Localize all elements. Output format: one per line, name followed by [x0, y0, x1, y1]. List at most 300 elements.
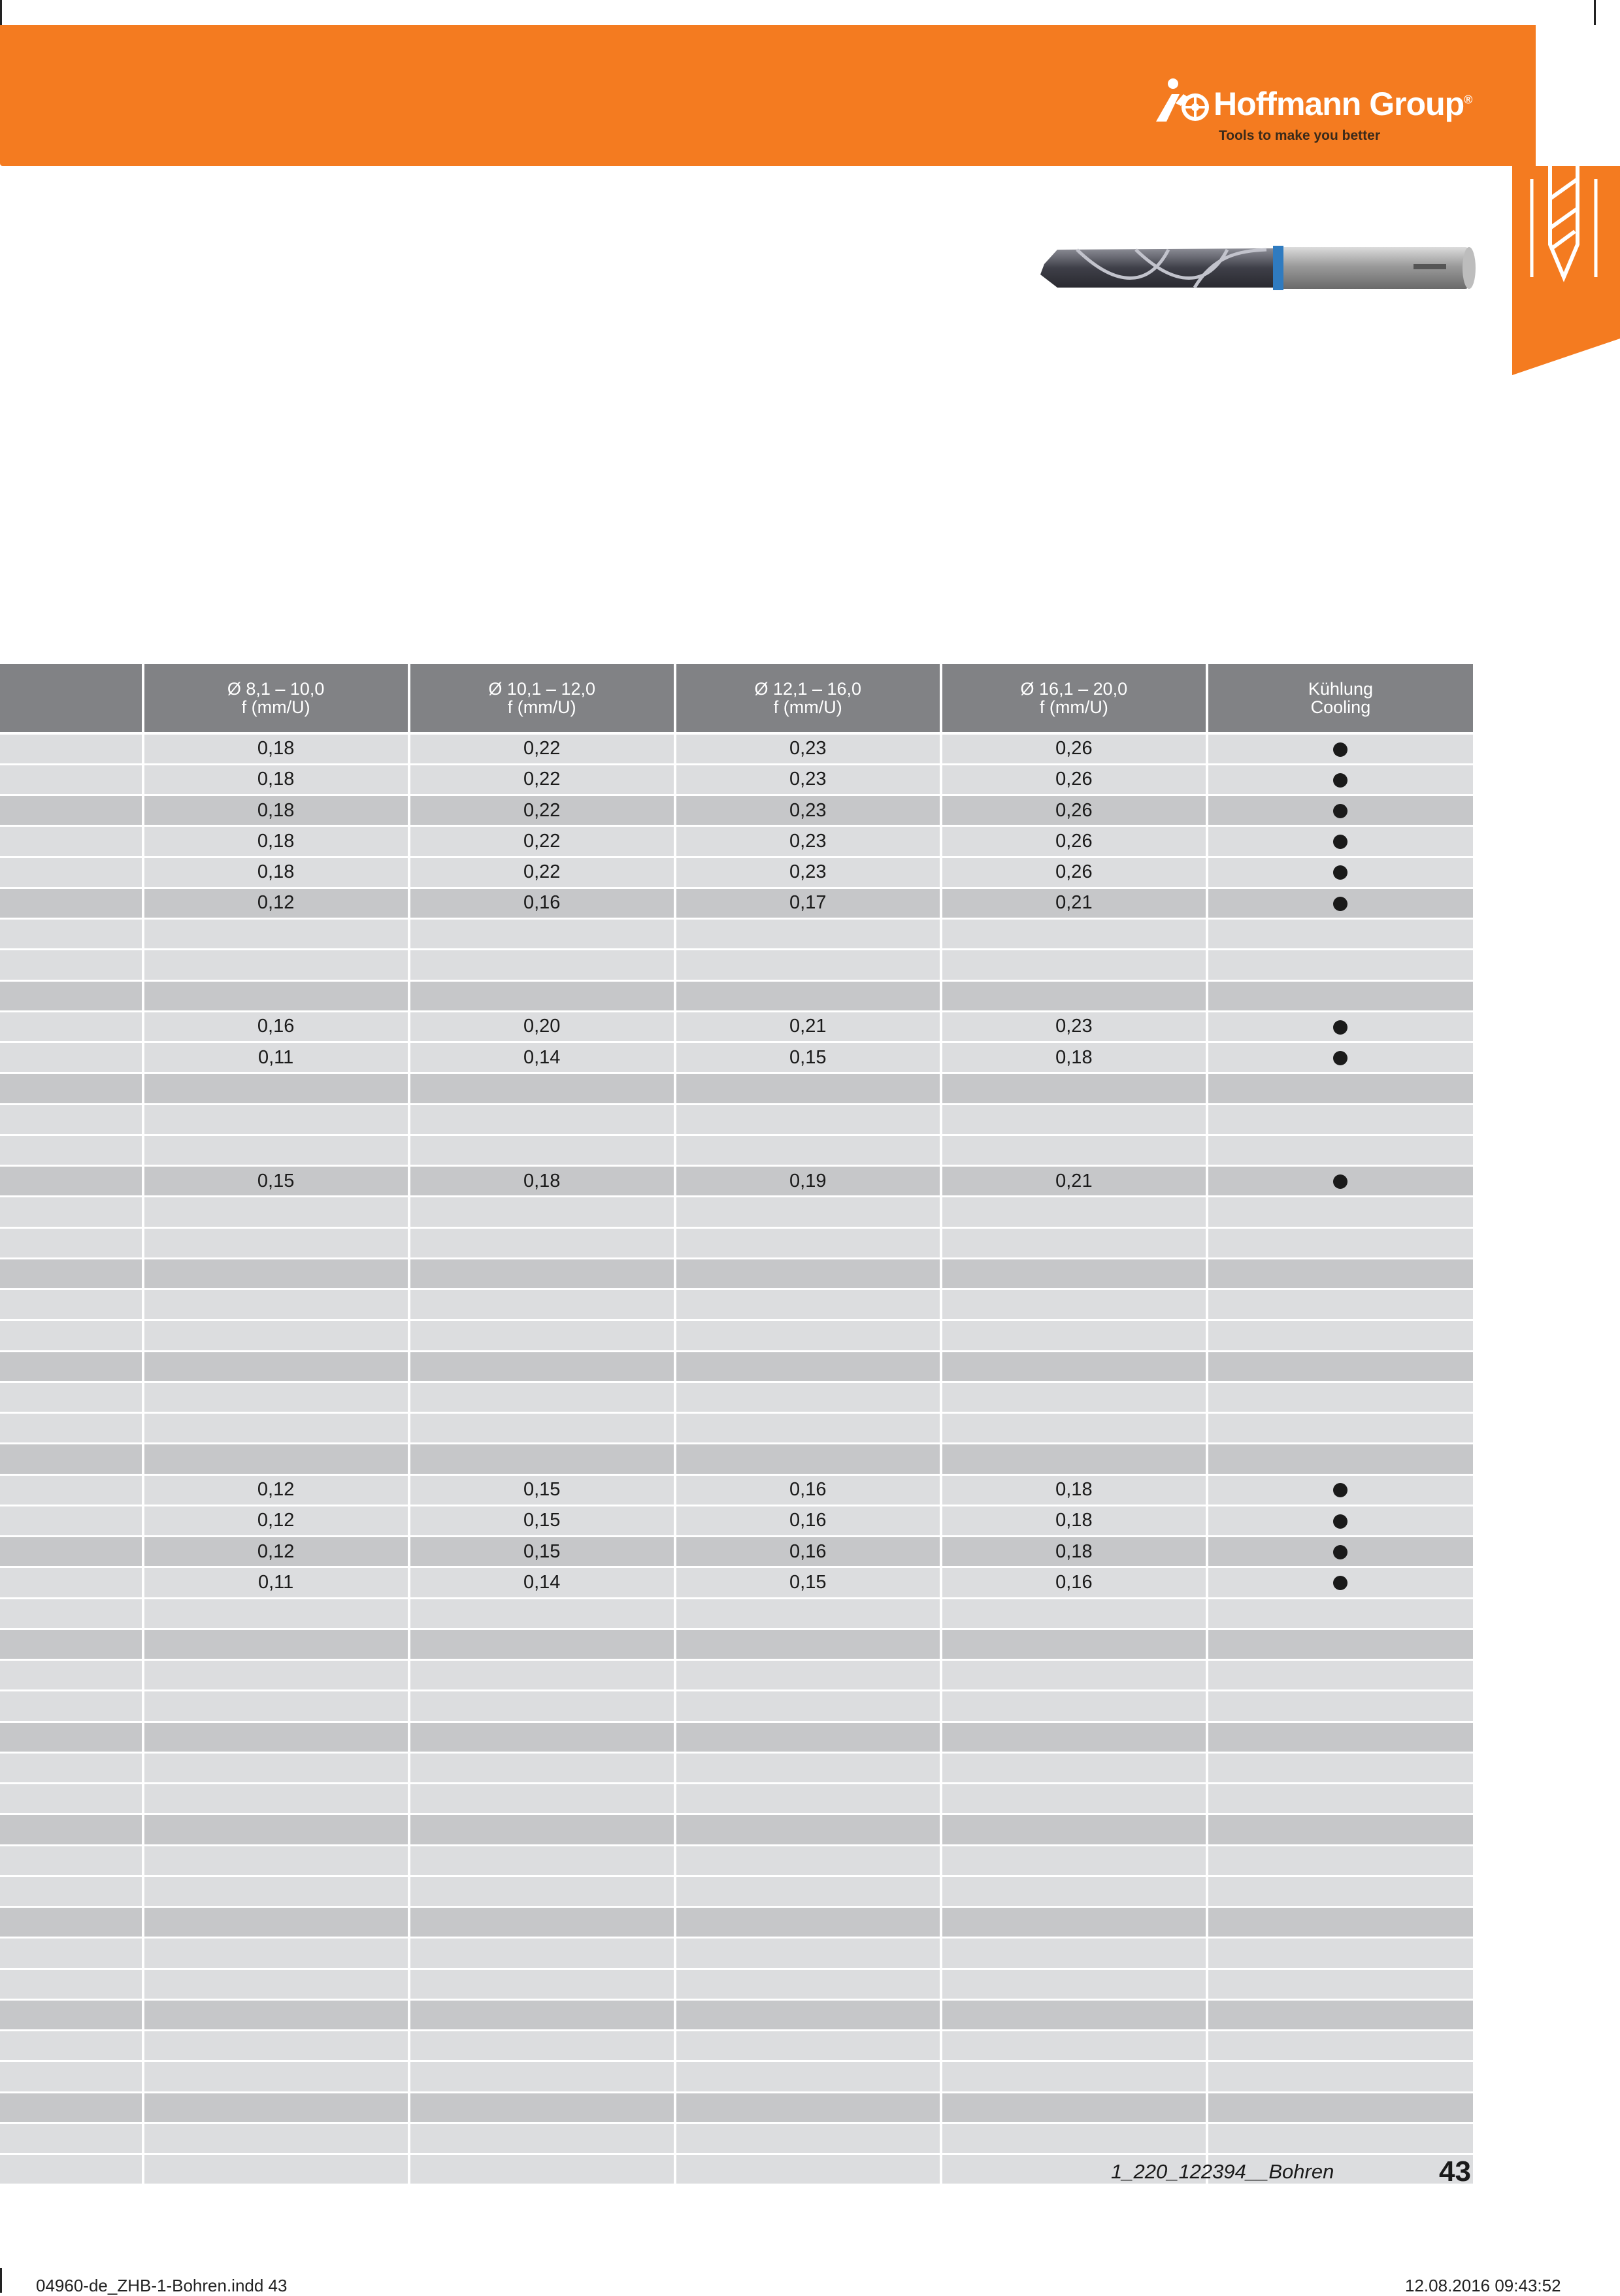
table-row [0, 1166, 1473, 1197]
cutting-data-table [0, 664, 1473, 2186]
cooling-dot-icon [1333, 1576, 1347, 1590]
cooling-dot-icon [1333, 865, 1347, 880]
table-row [0, 1011, 1473, 1042]
feed-rate-cell [409, 1629, 675, 1659]
feed-rate-cell: 0,26 [941, 857, 1207, 888]
feed-rate-cell [143, 1660, 409, 1691]
header-material [0, 664, 143, 733]
material-cell [0, 1011, 143, 1042]
feed-rate-cell [941, 1382, 1207, 1412]
header-cooling: Kühlung Cooling [1207, 664, 1473, 733]
feed-rate-cell [941, 1876, 1207, 1906]
feed-rate-cell: 0,21 [675, 1011, 941, 1042]
material-cell [0, 1814, 143, 1845]
table-row [0, 1444, 1473, 1474]
cooling-cell [1207, 733, 1473, 764]
table-row [0, 1876, 1473, 1906]
feed-rate-cell [675, 1227, 941, 1258]
feed-rate-cell [143, 1907, 409, 1938]
feed-rate-cell: 0,21 [941, 888, 1207, 918]
table-row [0, 1505, 1473, 1536]
feed-rate-cell [941, 950, 1207, 980]
feed-rate-cell [675, 1104, 941, 1135]
table-row [0, 1691, 1473, 1722]
table-row [0, 1567, 1473, 1598]
cooling-dot-icon [1333, 1174, 1347, 1189]
cooling-cell [1207, 1598, 1473, 1629]
feed-rate-cell: 0,15 [409, 1505, 675, 1536]
feed-rate-cell [143, 1999, 409, 2030]
cooling-cell [1207, 1073, 1473, 1104]
feed-rate-cell [409, 1413, 675, 1444]
feed-rate-cell [409, 2061, 675, 2092]
feed-rate-cell [409, 1382, 675, 1412]
cooling-cell [1207, 1567, 1473, 1598]
table-row [0, 1814, 1473, 1845]
cooling-cell [1207, 1969, 1473, 1999]
feed-rate-cell [675, 1444, 941, 1474]
cooling-cell [1207, 919, 1473, 950]
feed-rate-cell [409, 1289, 675, 1320]
feed-rate-cell: 0,26 [941, 826, 1207, 857]
feed-rate-cell [675, 1629, 941, 1659]
table-row [0, 888, 1473, 918]
feed-rate-cell [675, 1351, 941, 1382]
material-cell [0, 888, 143, 918]
material-cell [0, 733, 143, 764]
cooling-cell [1207, 1135, 1473, 1165]
feed-rate-cell [143, 1876, 409, 1906]
feed-rate-cell [143, 1104, 409, 1135]
brand-tagline: Tools to make you better [1219, 128, 1380, 143]
feed-rate-cell [941, 1969, 1207, 1999]
table-row [0, 1722, 1473, 1752]
table-row [0, 1969, 1473, 1999]
feed-rate-cell: 0,12 [143, 1474, 409, 1505]
feed-rate-cell [675, 1320, 941, 1351]
feed-rate-cell [143, 1845, 409, 1876]
cooling-dot-icon [1333, 835, 1347, 849]
table-row [0, 1537, 1473, 1567]
material-cell [0, 764, 143, 795]
feed-rate-cell [143, 1691, 409, 1722]
cooling-dot-icon [1333, 742, 1347, 757]
material-cell [0, 1722, 143, 1752]
feed-rate-cell [675, 980, 941, 1011]
feed-rate-cell [941, 1999, 1207, 2030]
feed-rate-cell: 0,26 [941, 733, 1207, 764]
feed-rate-cell [409, 1784, 675, 1814]
cooling-cell [1207, 980, 1473, 1011]
material-cell [0, 2031, 143, 2061]
feed-rate-cell [941, 980, 1207, 1011]
hoffmann-figure-icon [1153, 77, 1214, 123]
table-row [0, 1845, 1473, 1876]
cooling-dot-icon [1333, 1545, 1347, 1559]
print-slug-timestamp: 12.08.2016 09:43:52 [1405, 2276, 1561, 2295]
feed-rate-cell: 0,26 [941, 795, 1207, 826]
feed-rate-cell: 0,15 [143, 1166, 409, 1197]
feed-rate-cell [941, 1752, 1207, 1783]
feed-rate-cell [675, 1784, 941, 1814]
cooling-cell [1207, 1784, 1473, 1814]
feed-rate-cell: 0,16 [941, 1567, 1207, 1598]
table-row [0, 1227, 1473, 1258]
feed-rate-cell [409, 1907, 675, 1938]
feed-rate-cell [409, 950, 675, 980]
feed-rate-cell [143, 1289, 409, 1320]
table-row [0, 795, 1473, 826]
table-row [0, 1073, 1473, 1104]
table-body [0, 733, 1473, 2185]
material-cell [0, 1444, 143, 1474]
table-row [0, 1598, 1473, 1629]
table-row [0, 857, 1473, 888]
header-diameter-16-20: Ø 16,1 – 20,0 f (mm/U) [941, 664, 1207, 733]
feed-rate-cell [409, 1722, 675, 1752]
crop-mark-top-left [0, 0, 2, 25]
cooling-cell [1207, 1537, 1473, 1567]
material-cell [0, 1752, 143, 1783]
feed-rate-cell [675, 1907, 941, 1938]
table-row [0, 1289, 1473, 1320]
feed-rate-cell [675, 2061, 941, 2092]
feed-rate-cell: 0,18 [143, 826, 409, 857]
feed-rate-cell [941, 1845, 1207, 1876]
feed-rate-cell [675, 919, 941, 950]
page-number: 43 [1439, 2155, 1471, 2188]
material-cell [0, 1660, 143, 1691]
cooling-cell [1207, 1104, 1473, 1135]
crop-mark-top-right [1594, 0, 1596, 25]
table-row [0, 2092, 1473, 2123]
feed-rate-cell: 0,23 [941, 1011, 1207, 1042]
feed-rate-cell [409, 1691, 675, 1722]
feed-rate-cell [941, 1814, 1207, 1845]
cooling-cell [1207, 1814, 1473, 1845]
feed-rate-cell [143, 919, 409, 950]
feed-rate-cell [409, 1135, 675, 1165]
feed-rate-cell [675, 1752, 941, 1783]
feed-rate-cell [409, 1938, 675, 1969]
feed-rate-cell: 0,12 [143, 1537, 409, 1567]
cooling-dot-icon [1333, 804, 1347, 818]
table-row [0, 950, 1473, 980]
material-cell [0, 2092, 143, 2123]
drill-product-image [1038, 235, 1477, 301]
header-diameter-12-16: Ø 12,1 – 16,0 f (mm/U) [675, 664, 941, 733]
table-row [0, 1104, 1473, 1135]
feed-rate-cell [941, 1289, 1207, 1320]
feed-rate-cell [143, 1969, 409, 1999]
feed-rate-cell [143, 1629, 409, 1659]
feed-rate-cell: 0,22 [409, 826, 675, 857]
cooling-cell [1207, 1999, 1473, 2030]
feed-rate-cell: 0,22 [409, 795, 675, 826]
table-row [0, 826, 1473, 857]
material-cell [0, 1227, 143, 1258]
feed-rate-cell [675, 2092, 941, 2123]
feed-rate-cell: 0,12 [143, 1505, 409, 1536]
feed-rate-cell: 0,15 [675, 1042, 941, 1073]
cooling-cell [1207, 1289, 1473, 1320]
table-row [0, 1258, 1473, 1289]
cooling-cell [1207, 795, 1473, 826]
table-row [0, 1784, 1473, 1814]
material-cell [0, 1104, 143, 1135]
material-cell [0, 919, 143, 950]
feed-rate-cell: 0,18 [143, 764, 409, 795]
cooling-dot-icon [1333, 1020, 1347, 1035]
feed-rate-cell [409, 1351, 675, 1382]
cooling-cell [1207, 1722, 1473, 1752]
material-cell [0, 2154, 143, 2185]
feed-rate-cell [941, 1320, 1207, 1351]
feed-rate-cell [143, 1258, 409, 1289]
material-cell [0, 2123, 143, 2154]
brand-name: Hoffmann Group® [1214, 86, 1472, 122]
material-cell [0, 1289, 143, 1320]
feed-rate-cell: 0,18 [143, 857, 409, 888]
feed-rate-cell [143, 2061, 409, 2092]
table-row [0, 1629, 1473, 1659]
feed-rate-cell: 0,18 [941, 1474, 1207, 1505]
cooling-cell [1207, 1197, 1473, 1227]
material-cell [0, 1876, 143, 1906]
material-cell [0, 1413, 143, 1444]
material-cell [0, 980, 143, 1011]
material-cell [0, 1629, 143, 1659]
feed-rate-cell [409, 2092, 675, 2123]
feed-rate-cell [143, 1598, 409, 1629]
table-row [0, 1752, 1473, 1783]
feed-rate-cell [409, 919, 675, 950]
feed-rate-cell [941, 1444, 1207, 1474]
cooling-cell [1207, 1258, 1473, 1289]
table-row [0, 1197, 1473, 1227]
feed-rate-cell [143, 2092, 409, 2123]
feed-rate-cell: 0,20 [409, 1011, 675, 1042]
feed-rate-cell [143, 1320, 409, 1351]
feed-rate-cell [409, 1969, 675, 1999]
feed-rate-cell [143, 2031, 409, 2061]
feed-rate-cell [941, 1413, 1207, 1444]
cooling-cell [1207, 1042, 1473, 1073]
feed-rate-cell [941, 1073, 1207, 1104]
feed-rate-cell [143, 1814, 409, 1845]
feed-rate-cell [409, 1104, 675, 1135]
feed-rate-cell [675, 2031, 941, 2061]
cooling-cell [1207, 1413, 1473, 1444]
feed-rate-cell [675, 1969, 941, 1999]
cooling-cell [1207, 1382, 1473, 1412]
feed-rate-cell [675, 2123, 941, 2154]
feed-rate-cell [675, 1382, 941, 1412]
material-cell [0, 857, 143, 888]
material-cell [0, 1691, 143, 1722]
material-cell [0, 1969, 143, 1999]
cooling-cell [1207, 1907, 1473, 1938]
material-cell [0, 1166, 143, 1197]
material-cell [0, 1907, 143, 1938]
table-row [0, 2123, 1473, 2154]
cooling-cell [1207, 1876, 1473, 1906]
material-cell [0, 1197, 143, 1227]
feed-rate-cell [409, 1598, 675, 1629]
feed-rate-cell [941, 1660, 1207, 1691]
feed-rate-cell [675, 1938, 941, 1969]
cooling-dot-icon [1333, 897, 1347, 911]
feed-rate-cell: 0,21 [941, 1166, 1207, 1197]
feed-rate-cell [143, 950, 409, 980]
table-row [0, 1938, 1473, 1969]
feed-rate-cell [941, 1351, 1207, 1382]
feed-rate-cell: 0,16 [675, 1537, 941, 1567]
feed-rate-cell: 0,16 [675, 1505, 941, 1536]
feed-rate-cell: 0,22 [409, 764, 675, 795]
brand-logo [1153, 72, 1480, 150]
material-cell [0, 1351, 143, 1382]
cooling-cell [1207, 1351, 1473, 1382]
material-cell [0, 1474, 143, 1505]
drilling-category-tab [1512, 166, 1620, 375]
feed-rate-cell [409, 1845, 675, 1876]
material-cell [0, 1042, 143, 1073]
material-cell [0, 1598, 143, 1629]
feed-rate-cell: 0,22 [409, 733, 675, 764]
feed-rate-cell [675, 1258, 941, 1289]
feed-rate-cell [409, 1660, 675, 1691]
table-row [0, 2031, 1473, 2061]
feed-rate-cell: 0,17 [675, 888, 941, 918]
feed-rate-cell [941, 1722, 1207, 1752]
feed-rate-cell [409, 1258, 675, 1289]
material-cell [0, 1135, 143, 1165]
feed-rate-cell [675, 1660, 941, 1691]
table-row [0, 1320, 1473, 1351]
feed-rate-cell [941, 2031, 1207, 2061]
cooling-cell [1207, 1938, 1473, 1969]
material-cell [0, 950, 143, 980]
material-cell [0, 1999, 143, 2030]
print-slug-file: 04960-de_ZHB-1-Bohren.indd 43 [36, 2276, 288, 2295]
feed-rate-cell: 0,23 [675, 795, 941, 826]
feed-rate-cell [941, 1258, 1207, 1289]
material-cell [0, 1505, 143, 1536]
feed-rate-cell [143, 1197, 409, 1227]
feed-rate-cell [143, 1413, 409, 1444]
material-cell [0, 2061, 143, 2092]
cooling-cell [1207, 1752, 1473, 1783]
feed-rate-cell [409, 1752, 675, 1783]
material-cell [0, 1784, 143, 1814]
feed-rate-cell [941, 1629, 1207, 1659]
feed-rate-cell: 0,22 [409, 857, 675, 888]
feed-rate-cell [675, 1073, 941, 1104]
feed-rate-cell [675, 1197, 941, 1227]
material-cell [0, 1938, 143, 1969]
feed-rate-cell: 0,23 [675, 733, 941, 764]
feed-rate-cell: 0,19 [675, 1166, 941, 1197]
header-diameter-10-12: Ø 10,1 – 12,0 f (mm/U) [409, 664, 675, 733]
feed-rate-cell [143, 1351, 409, 1382]
feed-rate-cell: 0,18 [941, 1537, 1207, 1567]
cooling-cell [1207, 2123, 1473, 2154]
feed-rate-cell [143, 1784, 409, 1814]
feed-rate-cell [941, 1938, 1207, 1969]
feed-rate-cell: 0,23 [675, 857, 941, 888]
feed-rate-cell [409, 1999, 675, 2030]
material-cell [0, 795, 143, 826]
cooling-cell [1207, 1227, 1473, 1258]
feed-rate-cell [143, 1073, 409, 1104]
table-row [0, 1382, 1473, 1412]
feed-rate-cell [409, 1444, 675, 1474]
table-header-row [0, 664, 1473, 733]
feed-rate-cell: 0,16 [675, 1474, 941, 1505]
feed-rate-cell [941, 1784, 1207, 1814]
feed-rate-cell [143, 980, 409, 1011]
feed-rate-cell: 0,23 [675, 826, 941, 857]
feed-rate-cell: 0,15 [409, 1474, 675, 1505]
feed-rate-cell [409, 980, 675, 1011]
table-row [0, 1999, 1473, 2030]
cooling-cell [1207, 2031, 1473, 2061]
material-cell [0, 1382, 143, 1412]
feed-rate-cell [675, 1691, 941, 1722]
feed-rate-cell [143, 1135, 409, 1165]
table-row [0, 1413, 1473, 1444]
feed-rate-cell: 0,16 [409, 888, 675, 918]
feed-rate-cell: 0,18 [143, 733, 409, 764]
cooling-cell [1207, 2061, 1473, 2092]
feed-rate-cell [675, 1135, 941, 1165]
cooling-cell [1207, 1444, 1473, 1474]
feed-rate-cell: 0,16 [143, 1011, 409, 1042]
cooling-cell [1207, 888, 1473, 918]
feed-rate-cell [143, 2154, 409, 2185]
material-cell [0, 1073, 143, 1104]
cooling-cell [1207, 1629, 1473, 1659]
feed-rate-cell [675, 1598, 941, 1629]
feed-rate-cell [675, 1999, 941, 2030]
feed-rate-cell: 0,14 [409, 1567, 675, 1598]
cooling-cell [1207, 1660, 1473, 1691]
feed-rate-cell: 0,26 [941, 764, 1207, 795]
header-diameter-8-10: Ø 8,1 – 10,0 f (mm/U) [143, 664, 409, 733]
material-cell [0, 1320, 143, 1351]
feed-rate-cell [409, 1814, 675, 1845]
feed-rate-cell [941, 2123, 1207, 2154]
feed-rate-cell [675, 2154, 941, 2185]
feed-rate-cell [409, 1227, 675, 1258]
feed-rate-cell [143, 1722, 409, 1752]
table-row [0, 733, 1473, 764]
cooling-cell [1207, 857, 1473, 888]
table-row [0, 1907, 1473, 1938]
feed-rate-cell [941, 1691, 1207, 1722]
feed-rate-cell [143, 2123, 409, 2154]
table-row [0, 1135, 1473, 1165]
feed-rate-cell [941, 2092, 1207, 2123]
document-reference: 1_220_122394__Bohren [1111, 2160, 1334, 2183]
feed-rate-cell [143, 1227, 409, 1258]
table-row [0, 1042, 1473, 1073]
feed-rate-cell: 0,18 [409, 1166, 675, 1197]
feed-rate-cell: 0,18 [941, 1505, 1207, 1536]
cooling-dot-icon [1333, 1483, 1347, 1497]
cooling-dot-icon [1333, 1514, 1347, 1529]
